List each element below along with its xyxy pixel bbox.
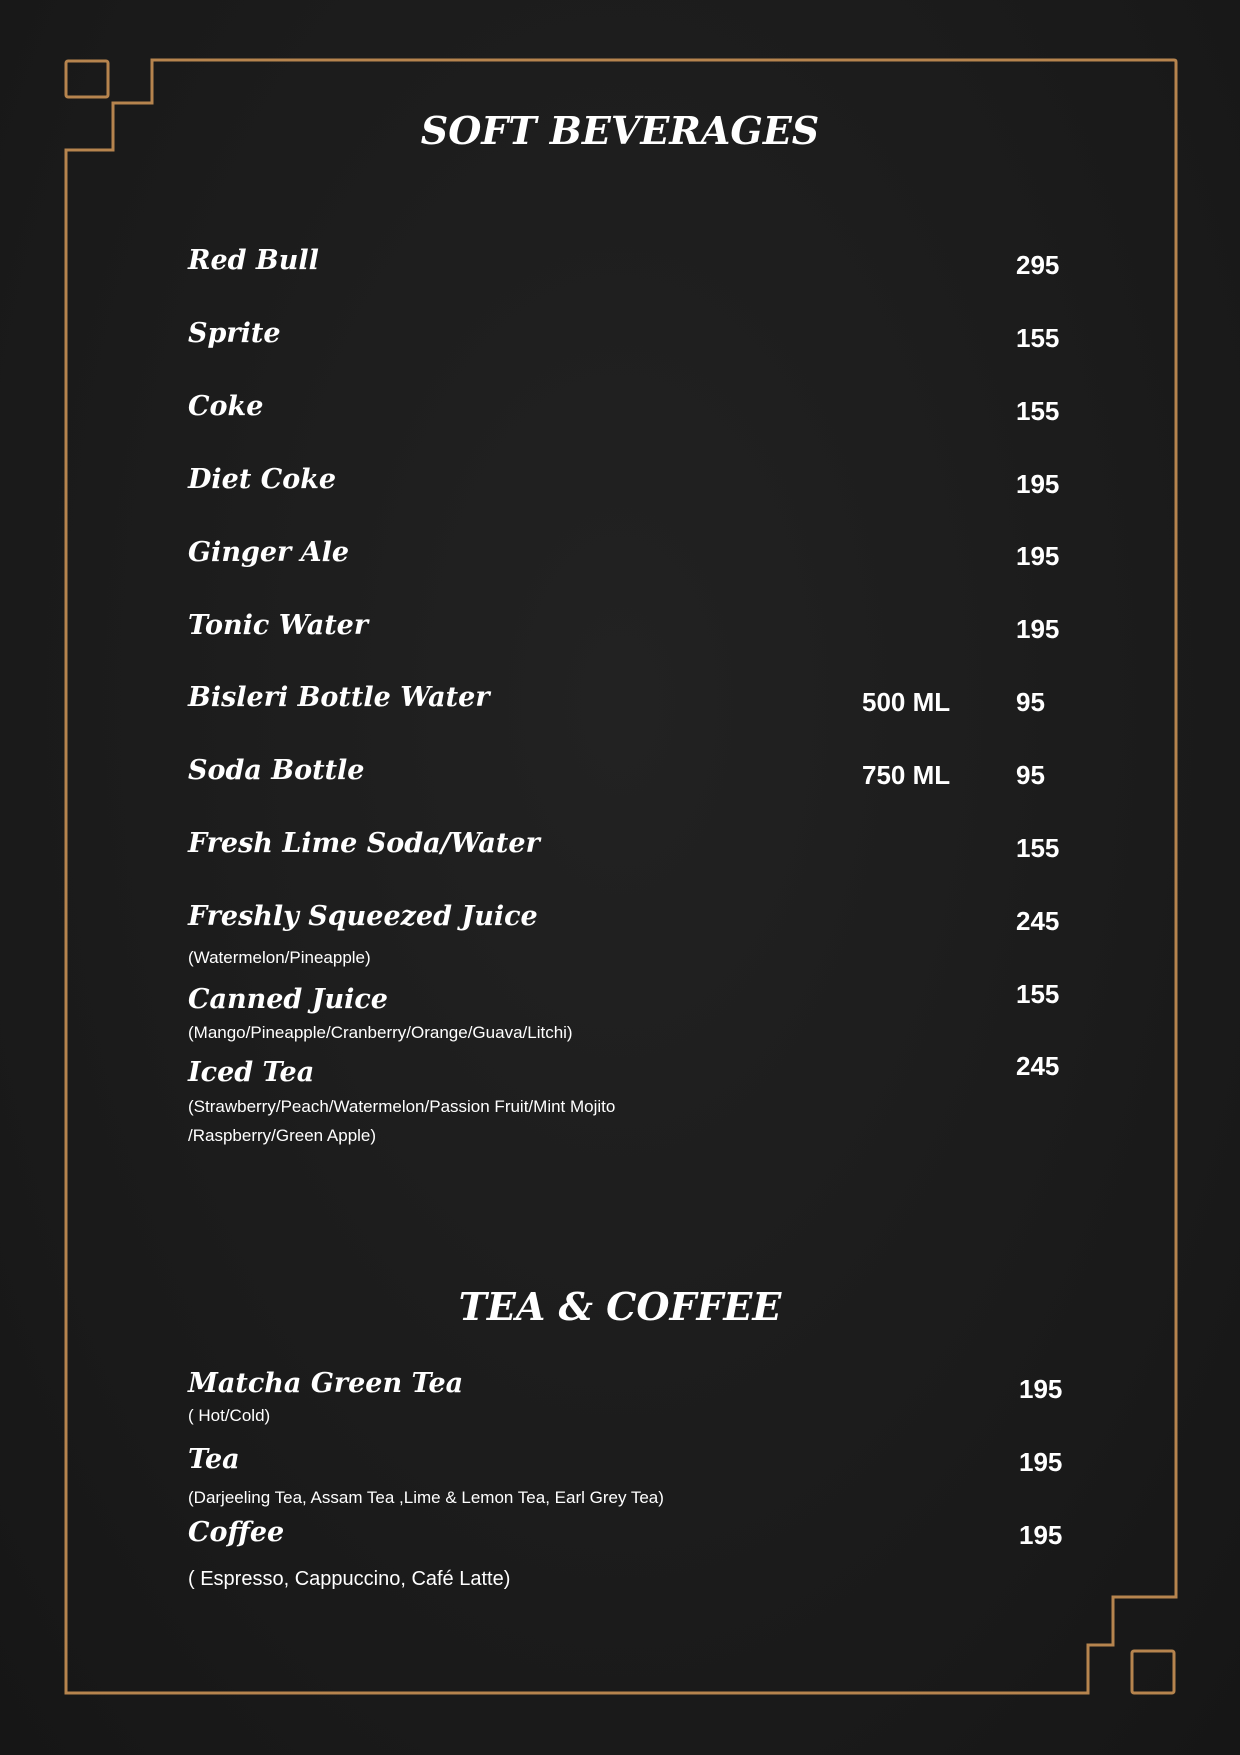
item-price-coke: 155 xyxy=(1016,396,1060,426)
item-price-canned-juice: 155 xyxy=(1016,979,1060,1009)
item-price-bisleri-bottle-water: 95 xyxy=(1016,687,1045,717)
item-price-freshly-squeezed-juice: 245 xyxy=(1016,906,1060,936)
item-price-diet-coke: 195 xyxy=(1016,469,1060,499)
item-price-fresh-lime-soda: 155 xyxy=(1016,833,1060,863)
item-desc-matcha-green-tea: ( Hot/Cold) xyxy=(188,1406,271,1425)
item-desc-iced-tea-line1: (Strawberry/Peach/Watermelon/Passion Fruit/Mint Mojito xyxy=(188,1097,616,1116)
item-name-iced-tea: Iced Tea xyxy=(188,1057,315,1088)
item-price-matcha-green-tea: 195 xyxy=(1019,1374,1063,1404)
item-volume-bisleri: 500 ML xyxy=(862,687,951,717)
item-name-soda-bottle: Soda Bottle xyxy=(188,755,365,786)
item-name-fresh-lime-soda: Fresh Lime Soda/Water xyxy=(188,828,540,859)
item-name-tea: Tea xyxy=(188,1444,240,1475)
item-price-tonic-water: 195 xyxy=(1016,614,1060,644)
item-volume-soda-bottle: 750 ML xyxy=(862,760,951,790)
item-name-freshly-squeezed-juice: Freshly Squeezed Juice xyxy=(188,901,538,932)
item-name-red-bull: Red Bull xyxy=(188,245,319,276)
item-desc-canned-juice: (Mango/Pineapple/Cranberry/Orange/Guava/Litchi) xyxy=(188,1023,573,1042)
item-price-coffee: 195 xyxy=(1019,1520,1063,1550)
item-price-ginger-ale: 195 xyxy=(1016,541,1060,571)
section-title-soft-beverages: SOFT BEVERAGES xyxy=(420,108,820,153)
item-price-red-bull: 295 xyxy=(1016,250,1060,280)
item-desc-coffee: ( Espresso, Cappuccino, Café Latte) xyxy=(188,1568,511,1590)
item-price-iced-tea: 245 xyxy=(1016,1051,1060,1081)
item-name-canned-juice: Canned Juice xyxy=(188,984,388,1015)
item-desc-iced-tea-line2: /Raspberry/Green Apple) xyxy=(188,1126,377,1145)
item-name-tonic-water: Tonic Water xyxy=(188,610,369,641)
item-name-bisleri-bottle-water: Bisleri Bottle Water xyxy=(188,682,490,713)
item-price-tea: 195 xyxy=(1019,1447,1063,1477)
item-price-soda-bottle: 95 xyxy=(1016,760,1045,790)
item-name-coke: Coke xyxy=(188,391,264,422)
item-name-matcha-green-tea: Matcha Green Tea xyxy=(188,1368,464,1399)
item-price-sprite: 155 xyxy=(1016,323,1060,353)
item-desc-freshly-squeezed-juice: (Watermelon/Pineapple) xyxy=(188,948,371,967)
item-name-ginger-ale: Ginger Ale xyxy=(188,537,350,568)
item-desc-tea: (Darjeeling Tea, Assam Tea ,Lime & Lemon Tea, Earl Grey Tea) xyxy=(188,1488,664,1507)
section-title-tea-coffee: TEA & COFFEE xyxy=(458,1284,782,1329)
item-name-sprite: Sprite xyxy=(188,318,281,349)
item-name-diet-coke: Diet Coke xyxy=(188,464,337,495)
item-name-coffee: Coffee xyxy=(188,1517,285,1548)
